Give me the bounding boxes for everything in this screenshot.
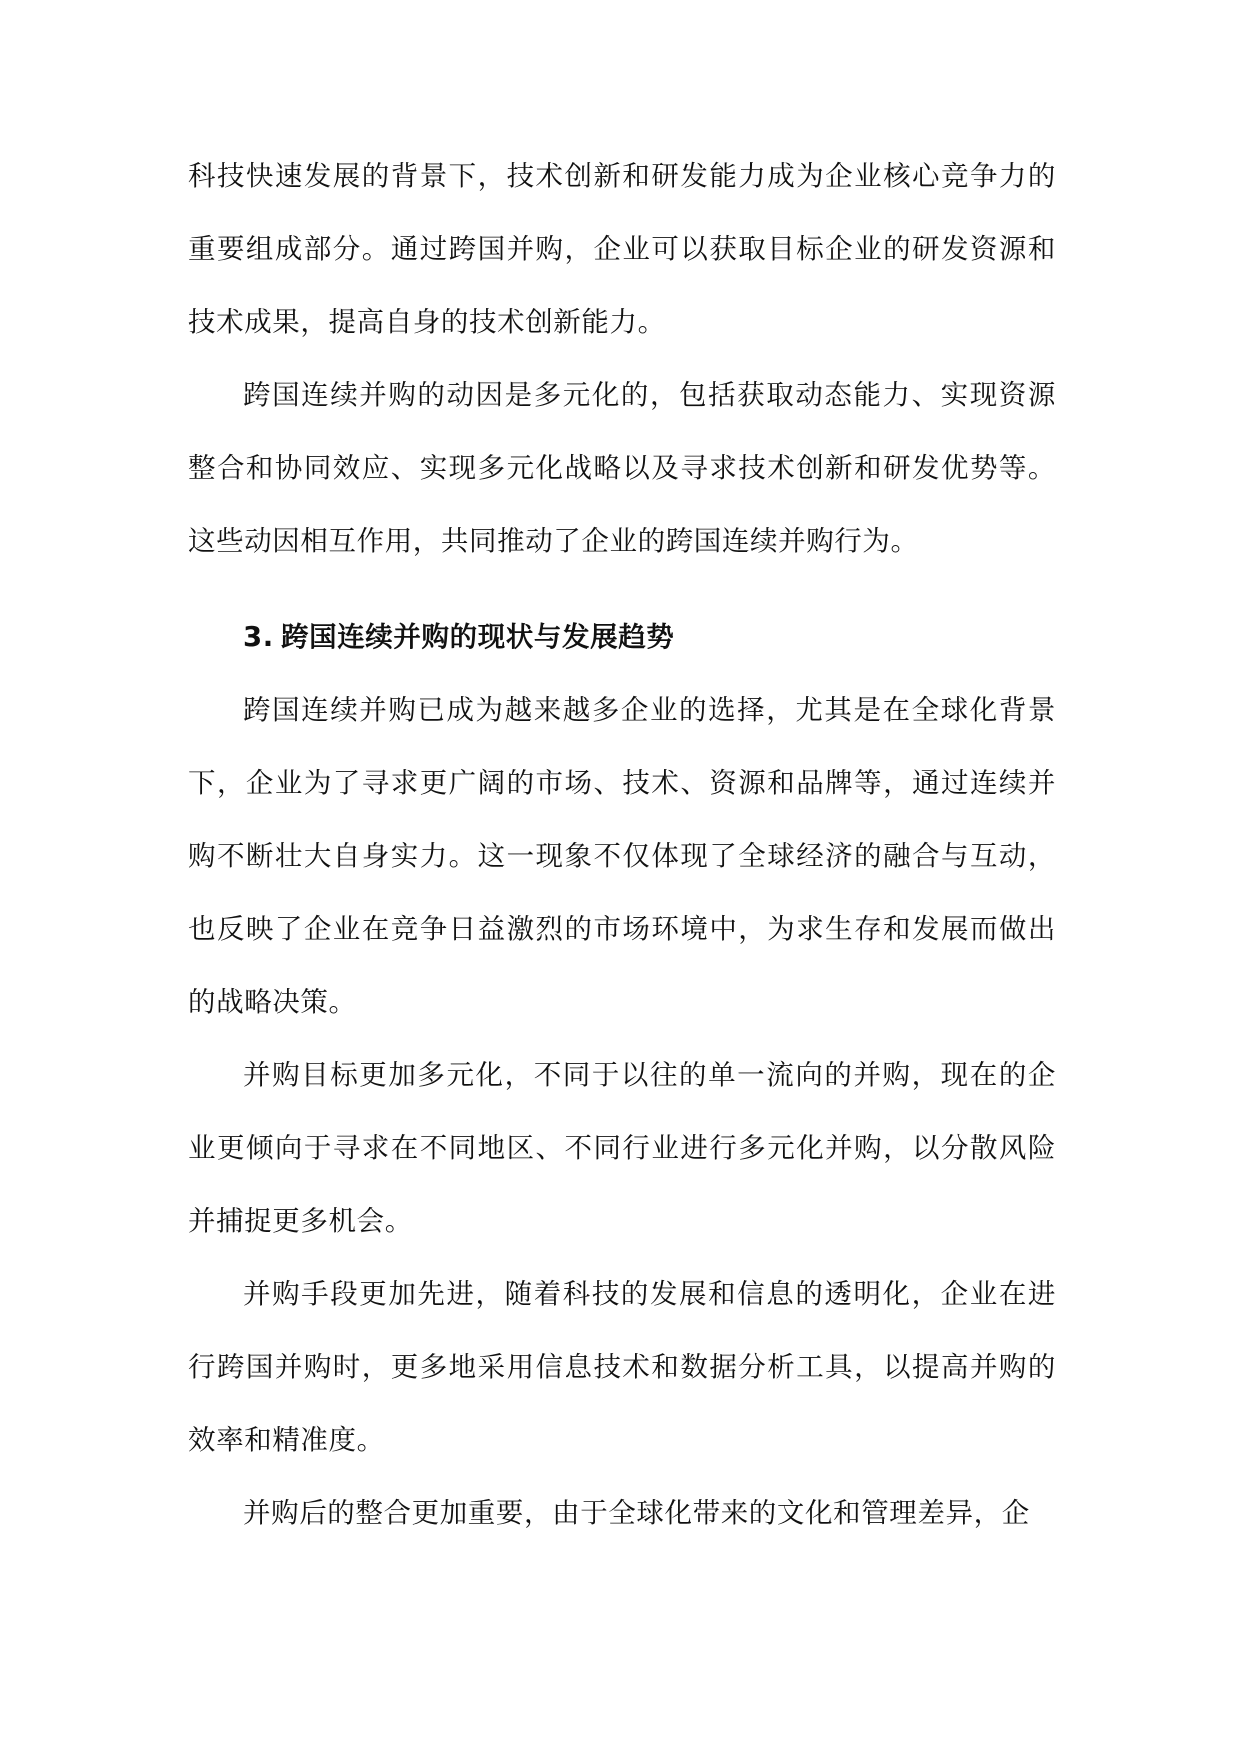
paragraph-tech-innovation: 科技快速发展的背景下，技术创新和研发能力成为企业核心竞争力的重要组成部分。通过跨国并购，企业可以获取目标企业的研发资源和技术成果，提高自身的技术创新能力。	[188, 160, 1056, 338]
paragraph-post-merger-integration: 并购后的整合更加重要，由于全球化带来的文化和管理差异，企	[243, 1497, 1030, 1529]
section-heading	[188, 601, 1056, 674]
paragraph-current-status: 跨国连续并购已成为越来越多企业的选择，尤其是在全球化背景下，企业为了寻求更广阔的市场、技术、资源和品牌等，通过连续并购不断壮大自身实力。这一现象不仅体现了全球经济的融合与互动，也反映了企业在竞争日益激烈的市场环境中，为求生存和发展而做出的战略决策。	[188, 694, 1056, 1018]
paragraph-diversified-targets: 并购目标更加多元化，不同于以往的单一流向的并购，现在的企业更倾向于寻求在不同地区、不同行业进行多元化并购，以分散风险并捕捉更多机会。	[188, 1059, 1056, 1237]
document-body	[188, 140, 1056, 1550]
paragraph-motives-summary: 跨国连续并购的动因是多元化的，包括获取动态能力、实现资源整合和协同效应、实现多元化战略以及寻求技术创新和研发优势等。这些动因相互作用，共同推动了企业的跨国连续并购行为。	[188, 379, 1056, 557]
section-number: 3.	[243, 621, 274, 653]
paragraph-advanced-methods: 并购手段更加先进，随着科技的发展和信息的透明化，企业在进行跨国并购时，更多地采用信息技术和数据分析工具，以提高并购的效率和精准度。	[188, 1278, 1056, 1456]
section-title: 跨国连续并购的现状与发展趋势	[281, 621, 675, 653]
